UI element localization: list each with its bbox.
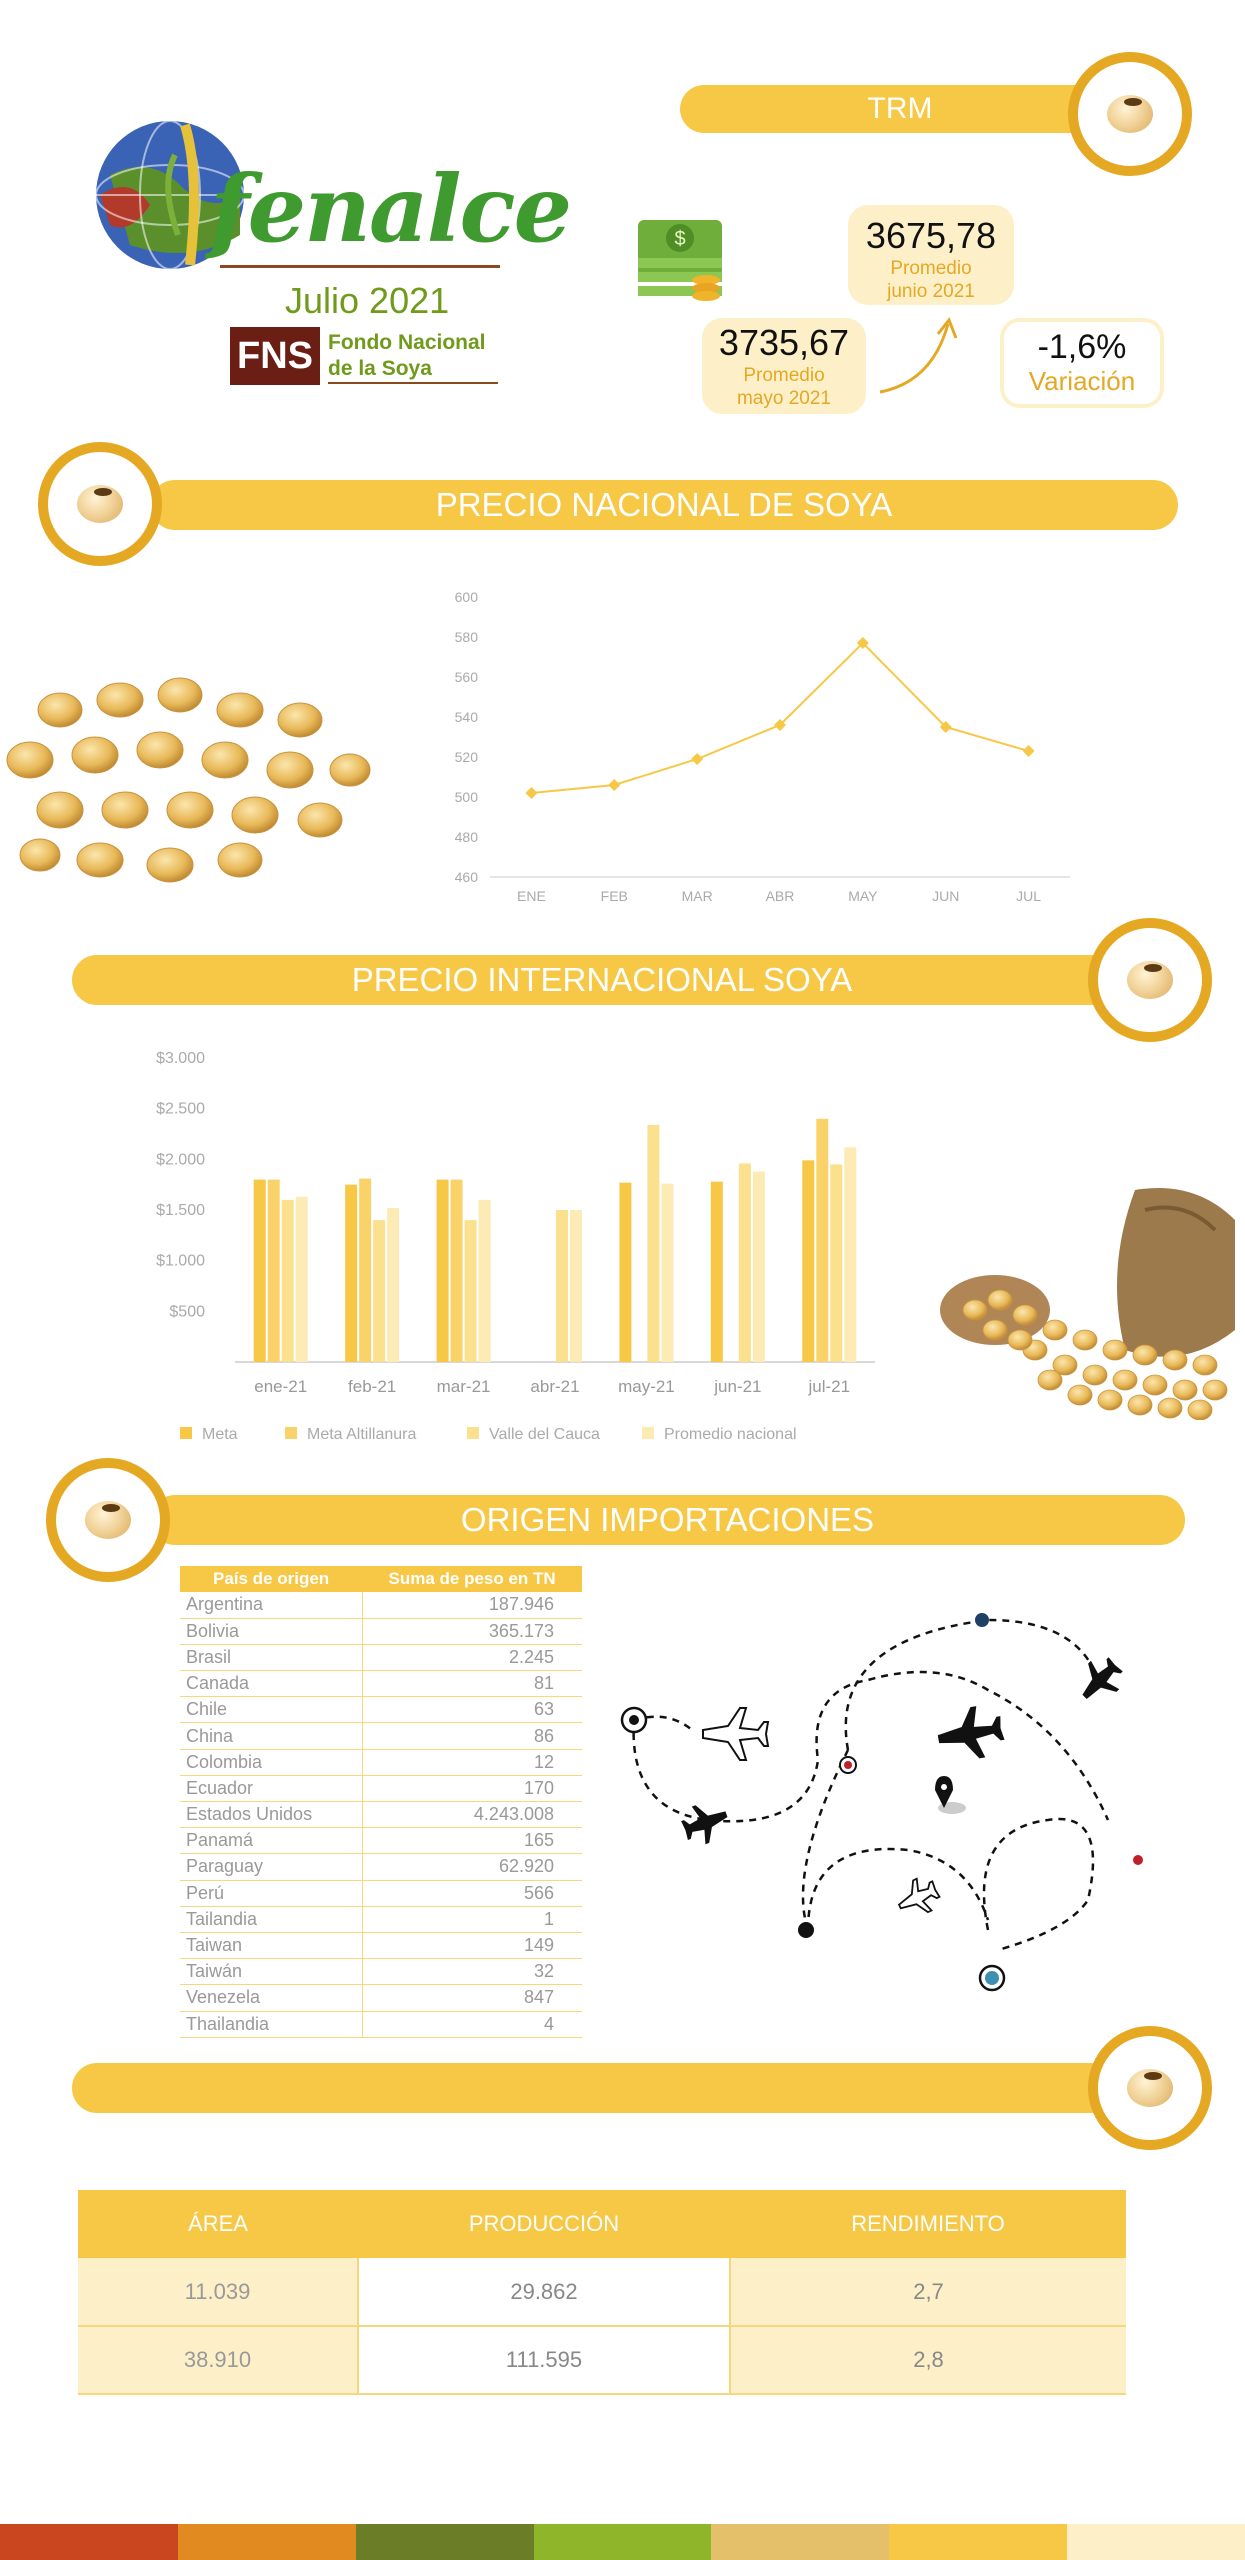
bar (268, 1180, 280, 1362)
table-row (180, 1775, 582, 1801)
brand-name: fenalce (210, 155, 571, 263)
country-cell: Canada (180, 1671, 362, 1697)
bar (739, 1163, 751, 1362)
weight-cell: 170 (362, 1775, 582, 1801)
bar (816, 1119, 828, 1362)
table-row (180, 2011, 582, 2037)
stripe-segment (356, 2524, 534, 2560)
fns-badge: FNS (230, 327, 320, 385)
weight-cell: 165 (362, 1828, 582, 1854)
data-point (691, 753, 703, 765)
legend-label: Meta (202, 1426, 238, 1443)
trm-june-label-2: junio 2021 (887, 281, 975, 302)
table-row (180, 1697, 582, 1723)
weight-cell: 365.173 (362, 1618, 582, 1644)
bar (387, 1208, 399, 1362)
weight-cell: 4 (362, 2011, 582, 2037)
weight-cell: 62.920 (362, 1854, 582, 1880)
y-tick-label: $3.000 (156, 1050, 205, 1067)
bean-icon (1088, 918, 1212, 1042)
imports-title: ORIGEN IMPORTACIONES (460, 1501, 875, 1538)
country-cell: Thailandia (180, 2011, 362, 2037)
stripe-segment (534, 2524, 712, 2560)
country-cell: Venezela (180, 1985, 362, 2011)
bar (647, 1125, 659, 1362)
bean-icon (1088, 2026, 1212, 2150)
bar (345, 1185, 357, 1362)
col-production: PRODUCCIÓN (358, 2190, 730, 2258)
col-area: ÁREA (78, 2190, 358, 2258)
x-tick-label: MAY (848, 888, 878, 904)
national-price-chart (430, 575, 1090, 915)
y-tick-label: 600 (454, 589, 478, 605)
trm-variation-card (1000, 318, 1164, 408)
production-table-header (78, 2190, 1126, 2258)
y-tick-label: 540 (454, 709, 478, 725)
weight-cell: 187.946 (362, 1592, 582, 1618)
legend-label: Valle del Cauca (489, 1426, 600, 1443)
weight-cell: 12 (362, 1749, 582, 1775)
country-cell: Taiwan (180, 1932, 362, 1958)
y-tick-label: $1.000 (156, 1252, 205, 1270)
production-table (78, 2190, 1126, 2395)
route-point (975, 1613, 989, 1627)
x-tick-label: JUL (1016, 888, 1042, 904)
money-icon (636, 210, 724, 302)
x-tick-label: ENE (517, 888, 546, 904)
series-line (531, 643, 1028, 793)
col-country: País de origen (180, 1566, 362, 1592)
y-tick-label: 480 (454, 829, 478, 845)
table-row (180, 1906, 582, 1932)
trm-variation-label: Variación (1028, 366, 1136, 396)
x-tick-label: MAR (681, 888, 713, 904)
bean-icon (38, 442, 162, 566)
soybean-sack-image (935, 1180, 1245, 1420)
table-row (180, 1749, 582, 1775)
country-cell: China (180, 1723, 362, 1749)
x-tick-label: may-21 (618, 1377, 675, 1396)
bar (753, 1171, 765, 1362)
national-price-bar (150, 480, 1178, 530)
bean-icon (1068, 52, 1192, 176)
y-tick-label: 500 (454, 789, 478, 805)
country-cell: Brasil (180, 1644, 362, 1670)
imports-table-header (180, 1566, 582, 1592)
soybeans-image (0, 640, 395, 900)
airplane-icon (892, 1873, 943, 1922)
y-tick-label: $1.500 (156, 1202, 205, 1219)
map-pin-icon (935, 1776, 966, 1814)
bar (844, 1147, 856, 1362)
y-tick-label: $2.500 (156, 1100, 205, 1118)
weight-cell: 566 (362, 1880, 582, 1906)
weight-cell: 847 (362, 1985, 582, 2011)
country-cell: Panamá (180, 1828, 362, 1854)
curved-arrow-icon (872, 312, 962, 398)
bar (465, 1220, 477, 1362)
table-row (180, 1592, 582, 1618)
yield-value: 2,8 (730, 2326, 1126, 2394)
fenalce-logo (90, 115, 571, 395)
bar (830, 1164, 842, 1362)
country-cell: Tailandia (180, 1906, 362, 1932)
bar (437, 1180, 449, 1362)
table-row (180, 1644, 582, 1670)
footer-color-stripe (0, 2524, 1245, 2560)
bar (451, 1180, 463, 1362)
bar (254, 1180, 266, 1362)
x-tick-label: abr-21 (530, 1377, 580, 1396)
x-tick-label: FEB (600, 888, 628, 904)
legend-label: Meta Altillanura (307, 1426, 417, 1443)
y-tick-label: 560 (454, 669, 478, 685)
x-tick-label: feb-21 (348, 1377, 397, 1396)
col-weight: Suma de peso en TN (362, 1566, 582, 1592)
airplane-icon (703, 1708, 768, 1760)
table-row (180, 1618, 582, 1644)
country-cell: Bolivia (180, 1618, 362, 1644)
trm-june-label-1: Promedio (890, 258, 972, 279)
x-tick-label: ABR (765, 888, 795, 904)
fns-name-line2: de la Soya (328, 357, 432, 380)
country-cell: Paraguay (180, 1854, 362, 1880)
table-row (180, 1854, 582, 1880)
data-point (1023, 745, 1035, 757)
international-price-bar (72, 955, 1132, 1005)
international-price-chart (140, 1040, 900, 1450)
yield-value: 2,7 (730, 2258, 1126, 2326)
trm-may-value: 3735,67 (718, 322, 850, 363)
bar (619, 1183, 631, 1362)
bar (296, 1197, 308, 1362)
trm-may-label-2: mayo 2021 (736, 388, 831, 409)
country-cell: Taiwán (180, 1959, 362, 1985)
weight-cell: 149 (362, 1932, 582, 1958)
weight-cell: 2.245 (362, 1644, 582, 1670)
trm-may-label-1: Promedio (743, 365, 825, 386)
stripe-segment (178, 2524, 356, 2560)
trm-variation-value: -1,6% (1037, 328, 1127, 366)
trm-june-value: 3675,78 (865, 215, 997, 256)
bar (282, 1200, 294, 1362)
table-row (180, 1802, 582, 1828)
table-row (78, 2258, 1126, 2326)
fns-name-line1: Fondo Nacional (328, 331, 486, 354)
bean-icon (46, 1458, 170, 1582)
trm-may-card (702, 318, 866, 414)
bar (802, 1160, 814, 1362)
table-row (180, 1723, 582, 1749)
x-tick-label: ene-21 (254, 1377, 308, 1396)
stripe-segment (1067, 2524, 1245, 2560)
production-value: 111.595 (358, 2326, 730, 2394)
country-cell: Chile (180, 1697, 362, 1723)
country-cell: Estados Unidos (180, 1802, 362, 1828)
bar (479, 1200, 491, 1362)
table-row (180, 1985, 582, 2011)
table-row (180, 1880, 582, 1906)
y-tick-label: 580 (454, 629, 478, 645)
table-row (78, 2326, 1126, 2394)
y-tick-label: 460 (454, 869, 478, 885)
legend-swatch (285, 1427, 297, 1439)
country-cell: Ecuador (180, 1775, 362, 1801)
bar (359, 1179, 371, 1362)
country-cell: Perú (180, 1880, 362, 1906)
fns-name (328, 330, 498, 384)
svg-text:$: $ (674, 228, 686, 250)
weight-cell: 1 (362, 1906, 582, 1932)
x-tick-label: JUN (932, 888, 960, 904)
weight-cell: 32 (362, 1959, 582, 1985)
bar (711, 1182, 723, 1362)
bar (661, 1184, 673, 1362)
table-row (180, 1671, 582, 1697)
y-tick-label: $2.000 (156, 1151, 205, 1169)
x-tick-label: mar-21 (436, 1377, 491, 1396)
bar (556, 1210, 568, 1362)
weight-cell: 86 (362, 1723, 582, 1749)
country-cell: Argentina (180, 1592, 362, 1618)
y-tick-label: 520 (454, 749, 478, 765)
legend-swatch (642, 1427, 654, 1439)
bar (373, 1220, 385, 1362)
country-cell: Colombia (180, 1749, 362, 1775)
legend-swatch (180, 1427, 192, 1439)
stripe-segment (889, 2524, 1067, 2560)
data-point (608, 779, 620, 791)
table-row (180, 1932, 582, 1958)
table-row (180, 1828, 582, 1854)
imports-table (180, 1566, 582, 2038)
area-value: 11.039 (78, 2258, 358, 2326)
x-tick-label: jun-21 (714, 1377, 762, 1396)
production-value: 29.862 (358, 2258, 730, 2326)
international-price-title: PRECIO INTERNACIONAL SOYA (351, 961, 853, 998)
weight-cell: 4.243.008 (362, 1802, 582, 1828)
flight-routes-illustration (608, 1600, 1156, 2000)
x-tick-label: jul-21 (808, 1377, 851, 1396)
legend-swatch (467, 1427, 479, 1439)
production-bar (72, 2063, 1132, 2113)
bar (570, 1210, 582, 1362)
brand-underline (220, 265, 500, 268)
trm-june-card (848, 205, 1014, 305)
trm-title-bar (680, 85, 1120, 133)
national-price-title: PRECIO NACIONAL DE SOYA (435, 486, 893, 523)
weight-cell: 63 (362, 1697, 582, 1723)
y-tick-label: $500 (169, 1303, 205, 1321)
stripe-segment (0, 2524, 178, 2560)
col-yield: RENDIMIENTO (730, 2190, 1126, 2258)
data-point (525, 787, 537, 799)
stripe-segment (711, 2524, 889, 2560)
trm-title: TRM (867, 92, 933, 125)
area-value: 38.910 (78, 2326, 358, 2394)
imports-bar (150, 1495, 1185, 1545)
table-row (180, 1959, 582, 1985)
report-date: Julio 2021 (285, 280, 450, 321)
weight-cell: 81 (362, 1671, 582, 1697)
legend-label: Promedio nacional (664, 1426, 797, 1443)
